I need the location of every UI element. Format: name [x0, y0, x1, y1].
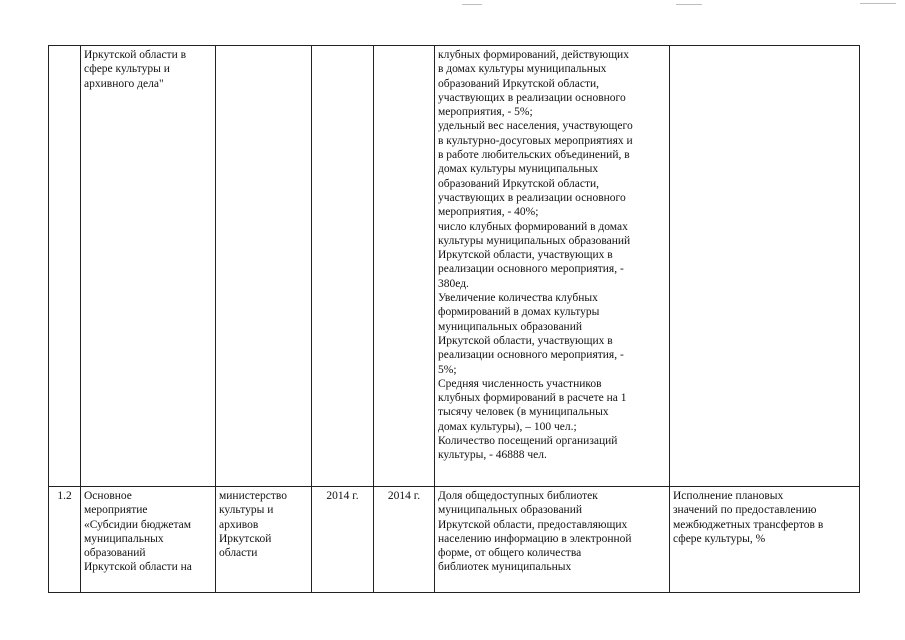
start-year-cell: [312, 487, 374, 593]
table-row-1-2: [49, 487, 860, 593]
expected-results-cell: [435, 46, 670, 487]
table-row-continuation: [49, 46, 860, 487]
row-number-cell: [49, 46, 81, 487]
indicators-cell: [670, 487, 860, 593]
row-number: 1.2: [57, 490, 72, 502]
executor-cell: [216, 487, 312, 593]
expected-results-cell: [435, 487, 670, 593]
executor: министерство культуры и архивов Иркутской области: [219, 490, 287, 560]
end-year-cell: [374, 487, 435, 593]
event-name-cell: [81, 487, 216, 593]
event-name: Основное мероприятие «Субсидии бюджетам муниципальных образований Иркутской области на: [84, 490, 192, 574]
end-year-cell: [374, 46, 435, 487]
program-events-table: [48, 45, 860, 593]
scan-mark-top-1: [462, 4, 482, 5]
scan-mark-top-3: [860, 3, 896, 4]
scan-mark-top-2: [676, 4, 702, 5]
start-year-cell: [312, 46, 374, 487]
end-year: 2014 г.: [387, 490, 421, 502]
row-number-cell: [49, 487, 81, 593]
event-name-cell: [81, 46, 216, 487]
indicators: Исполнение плановых значений по предоставлению межбюджетных трансфертов в сфере культуры, %: [673, 490, 824, 545]
indicators-cell: [670, 46, 860, 487]
expected-results: клубных формирований, действующих в домах культуры муниципальных образований Иркутской области, участвующих в реализации основного мероприятия, - 5%; удельный вес населения, участвующего в культурно-досуговых мероприятиях и в работе любительских объединений, в домах культуры муниципальных образований Иркутской области, участвующих в реализации основного мероприятия, - 40%; число клубных формирований в домах культуры муниципальных образований Иркутской области, участвующих в реализации основного мероприятия, - 380ед. Увеличение количества клубных формирований в домах культуры муниципальных образований Иркутской области, участвующих в реализации основного мероприятия, - 5%; Средняя численность участников клубных формирований в расчете на 1 тысячу человек (в муниципальных домах культуры), – 100 чел.; Количество посещений организаций культуры, - 46888 чел.: [438, 49, 633, 462]
event-name: Иркутской области в сфере культуры и архивного дела": [84, 49, 187, 90]
expected-results: Доля общедоступных библиотек муниципальных образований Иркутской области, предоставляющих населению информацию в электронной форме, от общего количества библиотек муниципальных: [438, 490, 632, 574]
executor-cell: [216, 46, 312, 487]
start-year: 2014 г.: [326, 490, 359, 502]
